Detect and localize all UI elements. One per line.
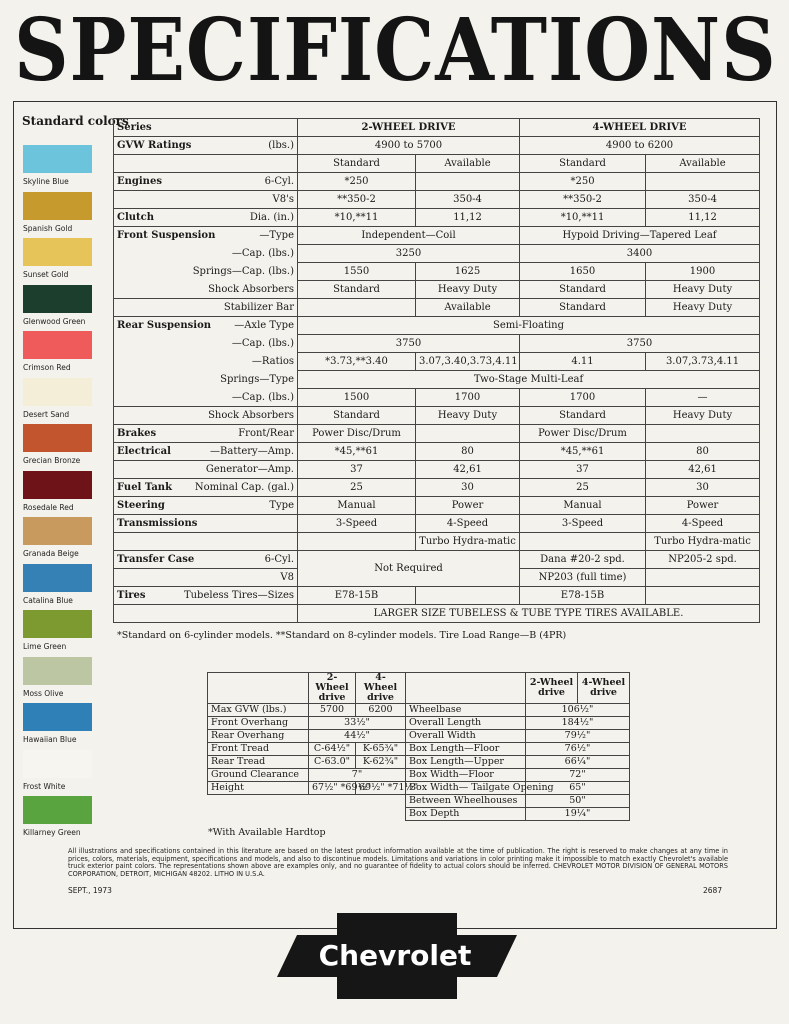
spec-cell: *10,**11 bbox=[298, 209, 416, 227]
spec-cell: Heavy Duty bbox=[646, 407, 760, 425]
spec-cell: Standard bbox=[298, 407, 416, 425]
front-springs-label: Springs—Cap. (lbs.) bbox=[114, 263, 298, 281]
spec-cell: 25 bbox=[520, 479, 646, 497]
spec-cell: Dana #20-2 spd. bbox=[520, 551, 646, 569]
pub-date: SEPT., 1973 bbox=[68, 886, 112, 895]
dims-cell: Height bbox=[208, 782, 309, 795]
engines-label: Engines bbox=[117, 176, 162, 187]
color-name: Moss Olive bbox=[23, 688, 64, 698]
spec-cell: 1550 bbox=[298, 263, 416, 281]
spec-cell: 11,12 bbox=[416, 209, 520, 227]
color-name: Killarney Green bbox=[23, 828, 81, 837]
spec-cell: 11,12 bbox=[646, 209, 760, 227]
fuel-sub: Nominal Cap. (gal.) bbox=[194, 482, 294, 493]
spec-cell: Two-Stage Multi-Leaf bbox=[298, 371, 760, 389]
rear-axle-label: —Axle Type bbox=[234, 320, 294, 332]
two-wd-header: 2-WHEEL DRIVE bbox=[298, 119, 520, 137]
avail-header: Available bbox=[646, 155, 760, 173]
spec-cell: 1900 bbox=[646, 263, 760, 281]
spec-cell: 3-Speed bbox=[298, 515, 416, 533]
dims-cell: K-62¾" bbox=[356, 756, 406, 769]
dims-cell: 79½" bbox=[526, 730, 630, 743]
spec-cell: Power Disc/Drum bbox=[298, 425, 416, 443]
front-shock-label: Shock Absorbers bbox=[114, 281, 298, 299]
front-type-label: —Type bbox=[259, 230, 294, 242]
transfer-v8-label: V8 bbox=[114, 569, 298, 587]
spec-cell: *250 bbox=[520, 173, 646, 191]
front-stab-label: Stabilizer Bar bbox=[114, 299, 298, 317]
spec-cell: Heavy Duty bbox=[646, 281, 760, 299]
color-swatch bbox=[23, 703, 92, 731]
brakes-label: Brakes bbox=[117, 428, 157, 439]
engines-v8-label: V8's bbox=[114, 191, 298, 209]
dims-hb4: 4-Wheel drive bbox=[578, 673, 630, 704]
not-required: Not Required bbox=[298, 551, 520, 587]
spec-cell: Turbo Hydra-matic bbox=[646, 533, 760, 551]
spec-cell: Independent—Coil bbox=[298, 227, 520, 245]
form-code: 2687 bbox=[703, 886, 723, 895]
color-name: Skyline Blue bbox=[23, 177, 69, 186]
dims-cell: Overall Width bbox=[406, 730, 526, 743]
dims-cell: Max GVW (lbs.) bbox=[208, 704, 309, 717]
dims-cell: Between Wheelhouses bbox=[406, 795, 526, 808]
spec-cell: Manual bbox=[298, 497, 416, 515]
avail-header: Available bbox=[416, 155, 520, 173]
spec-cell: 37 bbox=[298, 461, 416, 479]
dims-cell: 5700 bbox=[309, 704, 356, 717]
dims-cell: Box Width— Tailgate Opening bbox=[406, 782, 526, 795]
generator-label: Generator—Amp. bbox=[114, 461, 298, 479]
dims-cell: Box Depth bbox=[406, 808, 526, 821]
spec-cell: *3.73,**3.40 bbox=[298, 353, 416, 371]
dims-hb2: 2-Wheel drive bbox=[526, 673, 578, 704]
dims-cell: Front Tread bbox=[208, 743, 309, 756]
spec-cell: 3750 bbox=[298, 335, 520, 353]
color-swatch bbox=[23, 657, 92, 685]
tires-sub: Tubeless Tires—Sizes bbox=[183, 590, 294, 601]
spec-cell: 4-Speed bbox=[416, 515, 520, 533]
spec-cell: *10,**11 bbox=[520, 209, 646, 227]
spec-cell: Power bbox=[416, 497, 520, 515]
tires-note: LARGER SIZE TUBELESS & TUBE TYPE TIRES AVAILABLE. bbox=[298, 605, 760, 623]
four-wd-header: 4-WHEEL DRIVE bbox=[520, 119, 760, 137]
tires-label: Tires bbox=[117, 590, 146, 601]
spec-cell: — bbox=[646, 389, 760, 407]
spec-cell: *45,**61 bbox=[298, 443, 416, 461]
spec-cell: Manual bbox=[520, 497, 646, 515]
spec-cell: Available bbox=[416, 299, 520, 317]
dims-cell: Wheelbase bbox=[406, 704, 526, 717]
std-header: Standard bbox=[520, 155, 646, 173]
color-swatch bbox=[23, 378, 92, 406]
steering-sub: Type bbox=[269, 500, 294, 511]
color-name: Lime Green bbox=[23, 642, 67, 651]
gvw-label: GVW Ratings bbox=[117, 140, 192, 151]
spec-cell: Standard bbox=[520, 407, 646, 425]
dims-cell: Box Width—Floor bbox=[406, 769, 526, 782]
dims-cell: Box Length—Upper bbox=[406, 756, 526, 769]
dims-cell: 184½" bbox=[526, 717, 630, 730]
spec-cell: **350-2 bbox=[520, 191, 646, 209]
dims-cell: 69½" *71½" bbox=[356, 782, 406, 795]
trans-label: Transmissions bbox=[117, 518, 198, 529]
dims-cell: Ground Clearance bbox=[208, 769, 309, 782]
spec-cell: 4-Speed bbox=[646, 515, 760, 533]
rear-cap-label: —Cap. (lbs.) bbox=[114, 335, 298, 353]
spec-cell: E78-15B bbox=[520, 587, 646, 605]
dims-cell: 65" bbox=[526, 782, 630, 795]
spec-cell: 30 bbox=[416, 479, 520, 497]
chevrolet-bowtie-logo bbox=[277, 913, 517, 999]
gvw-unit: (lbs.) bbox=[268, 140, 294, 151]
spec-cell: Power bbox=[646, 497, 760, 515]
spec-cell: 30 bbox=[646, 479, 760, 497]
spec-cell: 3250 bbox=[298, 245, 520, 263]
page-title: SPECIFICATIONS bbox=[14, 0, 777, 101]
dims-cell: 19¼" bbox=[526, 808, 630, 821]
spec-cell: 4.11 bbox=[520, 353, 646, 371]
logo-wordmark: Chevrolet bbox=[318, 939, 472, 972]
rear-susp-label: Rear Suspension bbox=[117, 320, 212, 332]
rear-springs-label: Springs—Type bbox=[114, 371, 298, 389]
engines-six-label: 6-Cyl. bbox=[264, 176, 294, 187]
spec-cell: NP203 (full time) bbox=[520, 569, 646, 587]
dims-cell: 106½" bbox=[526, 704, 630, 717]
transfer-six-label: 6-Cyl. bbox=[264, 554, 294, 565]
color-name: Sunset Gold bbox=[23, 270, 69, 279]
color-swatch bbox=[23, 145, 92, 173]
color-swatch bbox=[23, 424, 92, 452]
dims-cell: Rear Overhang bbox=[208, 730, 309, 743]
spec-cell: E78-15B bbox=[298, 587, 416, 605]
color-swatch bbox=[23, 517, 92, 545]
dims-cell: 66¼" bbox=[526, 756, 630, 769]
color-name: Glenwood Green bbox=[23, 316, 86, 326]
spec-table bbox=[113, 118, 760, 623]
legal-text: All illustrations and specifications contained in this literature are based on the latest product information available at the time of publication. The right is reserved to make changes at any time in prices, colors, materials, equipment, specifications and models, and also to discontinue models. Limitations and variations in color printing make it impossible to match exactly Chevrolet's available truck exterior paint colors. The representations shown above are examples only, and no guarantee of fidelity to actual colors should be inferred. CHEVROLET MOTOR DIVISION OF GENERAL MOTORS CORPORATION, DETROIT, MICHIGAN 48202. LITHO IN U.S.A. bbox=[68, 847, 728, 878]
fuel-label: Fuel Tank bbox=[117, 482, 172, 493]
spec-cell: 42,61 bbox=[416, 461, 520, 479]
spec-cell: 3.07,3.40,3.73,4.11 bbox=[416, 353, 520, 371]
spec-cell: 37 bbox=[520, 461, 646, 479]
spec-cell: 25 bbox=[298, 479, 416, 497]
spec-cell: 1500 bbox=[298, 389, 416, 407]
dims-cell: 6200 bbox=[356, 704, 406, 717]
dims-cell: 44½" bbox=[309, 730, 406, 743]
dims-cell: 67½" *69½" bbox=[309, 782, 356, 795]
color-swatch bbox=[23, 471, 92, 499]
dims-cell: 7" bbox=[309, 769, 406, 782]
color-name: Grecian Bronze bbox=[23, 456, 81, 465]
rear-shock-label: Shock Absorbers bbox=[114, 407, 298, 425]
colors-heading: Standard colors bbox=[22, 114, 129, 128]
color-name: Desert Sand bbox=[23, 409, 70, 419]
color-name: Rosedale Red bbox=[23, 502, 74, 512]
dims-cell: C-64½" bbox=[309, 743, 356, 756]
brakes-sub: Front/Rear bbox=[238, 428, 294, 439]
dimensions-table bbox=[207, 672, 630, 821]
spec-cell: 1700 bbox=[520, 389, 646, 407]
spec-cell: Turbo Hydra-matic bbox=[416, 533, 520, 551]
rear-scap-label: —Cap. (lbs.) bbox=[114, 389, 298, 407]
spec-cell: Standard bbox=[520, 299, 646, 317]
color-swatch bbox=[23, 750, 92, 778]
dims-cell: Box Length—Floor bbox=[406, 743, 526, 756]
color-swatch bbox=[23, 192, 92, 220]
spec-cell: Power Disc/Drum bbox=[520, 425, 646, 443]
dims-h4: 4-Wheel drive bbox=[356, 673, 406, 704]
color-swatch bbox=[23, 238, 92, 266]
spec-cell: NP205-2 spd. bbox=[646, 551, 760, 569]
spec-cell: 80 bbox=[646, 443, 760, 461]
steering-label: Steering bbox=[117, 500, 165, 511]
spec-cell: 1650 bbox=[520, 263, 646, 281]
dims-h2: 2-Wheel drive bbox=[309, 673, 356, 704]
electrical-label: Electrical bbox=[117, 446, 171, 457]
spec-cell: Heavy Duty bbox=[416, 281, 520, 299]
color-swatch bbox=[23, 285, 92, 313]
spec-cell: Heavy Duty bbox=[646, 299, 760, 317]
spec-cell: 1700 bbox=[416, 389, 520, 407]
spec-cell: Standard bbox=[298, 281, 416, 299]
dims-cell: 50" bbox=[526, 795, 630, 808]
spec-cell: Heavy Duty bbox=[416, 407, 520, 425]
dims-cell: 72" bbox=[526, 769, 630, 782]
clutch-label: Clutch bbox=[117, 212, 155, 223]
color-swatch bbox=[23, 564, 92, 592]
color-name: Frost White bbox=[23, 781, 66, 791]
dims-cell: 76½" bbox=[526, 743, 630, 756]
spec-cell: 3-Speed bbox=[520, 515, 646, 533]
spec-cell: 1625 bbox=[416, 263, 520, 281]
spec-cell: 3750 bbox=[520, 335, 760, 353]
front-cap-label: —Cap. (lbs.) bbox=[114, 245, 298, 263]
spec-cell: 80 bbox=[416, 443, 520, 461]
gvw-2wd: 4900 to 5700 bbox=[298, 137, 520, 155]
spec-footnote: *Standard on 6-cylinder models. **Standard on 8-cylinder models. Tire Load Range—B (4PR) bbox=[117, 630, 567, 641]
spec-cell: 350-4 bbox=[416, 191, 520, 209]
spec-cell: 350-4 bbox=[646, 191, 760, 209]
spec-cell: *45,**61 bbox=[520, 443, 646, 461]
dims-cell: C-63.0" bbox=[309, 756, 356, 769]
color-name: Granada Beige bbox=[23, 549, 79, 558]
spec-cell: Standard bbox=[520, 281, 646, 299]
battery-label: —Battery—Amp. bbox=[210, 446, 294, 457]
spec-cell: *250 bbox=[298, 173, 416, 191]
color-name: Crimson Red bbox=[23, 363, 71, 372]
std-header: Standard bbox=[298, 155, 416, 173]
color-swatch bbox=[23, 331, 92, 359]
spec-cell: 42,61 bbox=[646, 461, 760, 479]
color-swatch bbox=[23, 610, 92, 638]
color-name: Spanish Gold bbox=[23, 223, 73, 233]
color-name: Hawaiian Blue bbox=[23, 735, 77, 744]
dims-cell: Rear Tread bbox=[208, 756, 309, 769]
clutch-sub: Dia. (in.) bbox=[249, 212, 294, 223]
dims-cell: Overall Length bbox=[406, 717, 526, 730]
dims-cell: Front Overhang bbox=[208, 717, 309, 730]
transfer-label: Transfer Case bbox=[117, 554, 195, 565]
rear-ratios-label: —Ratios bbox=[114, 353, 298, 371]
dims-cell: K-65¾" bbox=[356, 743, 406, 756]
front-susp-label: Front Suspension bbox=[117, 230, 216, 242]
hardtop-note: *With Available Hardtop bbox=[208, 827, 326, 838]
spec-cell: Hypoid Driving—Tapered Leaf bbox=[520, 227, 760, 245]
gvw-4wd: 4900 to 6200 bbox=[520, 137, 760, 155]
dims-cell: 33½" bbox=[309, 717, 406, 730]
spec-cell: 3.07,3.73,4.11 bbox=[646, 353, 760, 371]
spec-cell: 3400 bbox=[520, 245, 760, 263]
color-swatch bbox=[23, 796, 92, 824]
spec-cell: **350-2 bbox=[298, 191, 416, 209]
series-label: Series bbox=[114, 119, 298, 137]
spec-cell: Semi-Floating bbox=[298, 317, 760, 335]
color-name: Catalina Blue bbox=[23, 595, 73, 605]
